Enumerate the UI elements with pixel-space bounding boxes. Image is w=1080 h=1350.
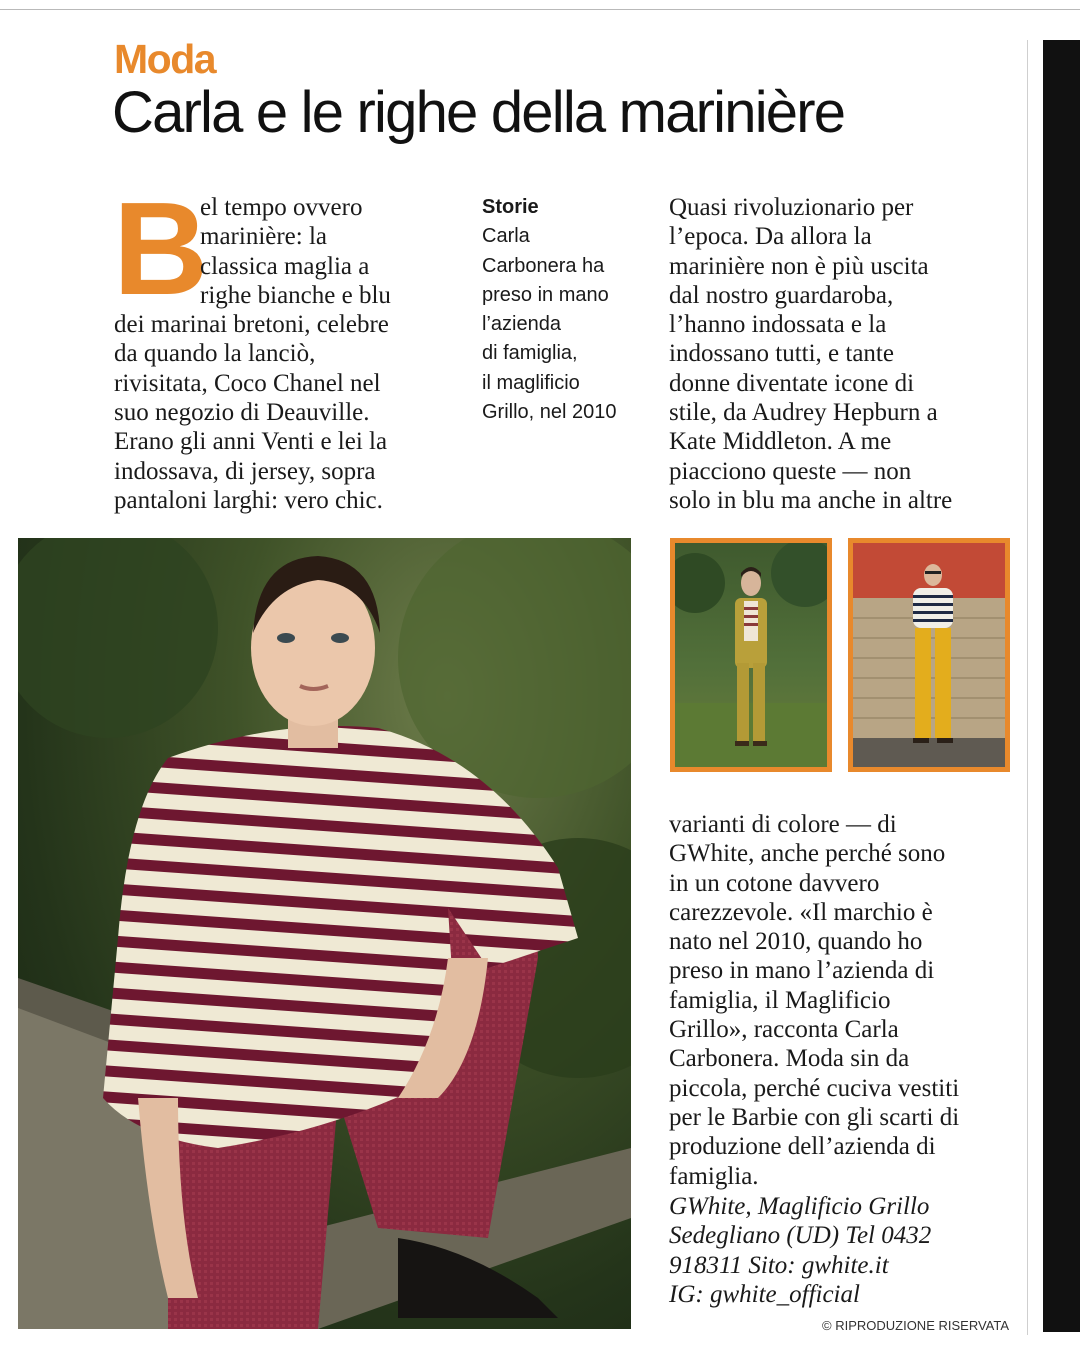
text-line: Quasi rivoluzionario per bbox=[669, 194, 914, 221]
main-photo-illustration bbox=[18, 538, 631, 1329]
text-line: nato nel 2010, quando ho bbox=[669, 928, 923, 956]
credit-line: Sedegliano (UD) Tel 0432 bbox=[669, 1222, 932, 1250]
text-line: l’epoca. Da allora la bbox=[669, 223, 872, 251]
column-1-text bbox=[113, 175, 454, 515]
section-label: Moda bbox=[114, 36, 216, 82]
text-line: per le Barbie con gli scarti di bbox=[669, 1103, 960, 1131]
sidebar-line: Carbonera ha bbox=[482, 254, 605, 277]
text-line: stile, da Audrey Hepburn a bbox=[669, 399, 938, 427]
text-line: rivisitata, Coco Chanel nel bbox=[114, 369, 381, 397]
text-line: l’hanno indossata e la bbox=[669, 311, 887, 339]
sidebar-line: di famiglia, bbox=[482, 342, 578, 365]
text-line: marinière non è più uscita bbox=[669, 252, 929, 280]
text-line: dei marinai bretoni, celebre bbox=[114, 311, 389, 339]
text-line: donne diventate icone di bbox=[669, 369, 915, 397]
copyright-notice: © RIPRODUZIONE RISERVATA bbox=[822, 1318, 1010, 1333]
text-line: righe bianche e blu bbox=[200, 281, 391, 309]
column-3-text-top bbox=[669, 193, 952, 515]
sidebar-line: preso in mano bbox=[482, 283, 609, 306]
credit-line: GWhite, Maglificio Grillo bbox=[669, 1193, 930, 1220]
sidebar-line: Grillo, nel 2010 bbox=[482, 401, 617, 424]
sidebar-line: il maglificio bbox=[482, 371, 580, 394]
text-line: GWhite, anche perché sono bbox=[669, 840, 946, 868]
drop-cap: B bbox=[113, 175, 205, 322]
text-line: dal nostro guardaroba, bbox=[669, 281, 894, 309]
text-line: marinière: la bbox=[200, 223, 328, 251]
sidebar-line: Carla bbox=[482, 225, 530, 248]
text-line: Kate Middleton. A me bbox=[669, 428, 892, 456]
text-line: Grillo», racconta Carla bbox=[669, 1016, 899, 1044]
text-line: in un cotone davvero bbox=[669, 869, 880, 897]
text-line: carezzevole. «Il marchio è bbox=[669, 898, 933, 926]
product-credit bbox=[669, 1192, 931, 1309]
text-line: classica maglia a bbox=[200, 252, 370, 280]
main-photo-striped-top bbox=[18, 538, 631, 1329]
text-line: suo negozio di Deauville. bbox=[114, 399, 370, 427]
headline: Carla e le righe della marinière bbox=[112, 80, 845, 145]
text-line: indossano tutti, e tante bbox=[669, 340, 894, 368]
top-rule bbox=[0, 9, 1080, 10]
text-line: solo in blu ma anche in altre bbox=[669, 486, 953, 514]
credit-line: 918311 Sito: gwhite.it bbox=[669, 1251, 889, 1279]
text-line: famiglia. bbox=[669, 1162, 759, 1190]
text-line: el tempo ovvero bbox=[200, 194, 363, 221]
text-line: famiglia, il Maglificio bbox=[669, 986, 891, 1014]
text-line: preso in mano l’azienda di bbox=[669, 957, 935, 985]
text-line: varianti di colore — di bbox=[669, 811, 897, 838]
column-rule bbox=[1027, 40, 1028, 1335]
sidebar-box bbox=[482, 193, 652, 427]
sidebar-line: l’azienda bbox=[482, 313, 561, 336]
credit-line: IG: gwhite_official bbox=[669, 1280, 860, 1308]
sidebar-kicker: Storie bbox=[482, 196, 539, 218]
thumbnail-photo-green-outfit bbox=[670, 538, 832, 772]
text-line: Erano gli anni Venti e lei la bbox=[114, 428, 388, 456]
text-line: piacciono queste — non bbox=[669, 457, 912, 485]
text-line: piccola, perché cuciva vestiti bbox=[669, 1074, 960, 1102]
thumbnail-photo-yellow-pants bbox=[848, 538, 1010, 772]
adjacent-page-edge bbox=[1043, 40, 1080, 1332]
text-line: produzione dell’azienda di bbox=[669, 1133, 936, 1161]
text-line: Carbonera. Moda sin da bbox=[669, 1045, 910, 1073]
text-line: indossava, di jersey, sopra bbox=[114, 457, 376, 485]
thumbnail-2-illustration bbox=[853, 543, 1005, 767]
column-3-text-bottom bbox=[669, 810, 959, 1191]
thumbnail-1-illustration bbox=[675, 543, 827, 767]
text-line: da quando la lanciò, bbox=[114, 340, 316, 368]
text-line: pantaloni larghi: vero chic. bbox=[114, 486, 383, 514]
